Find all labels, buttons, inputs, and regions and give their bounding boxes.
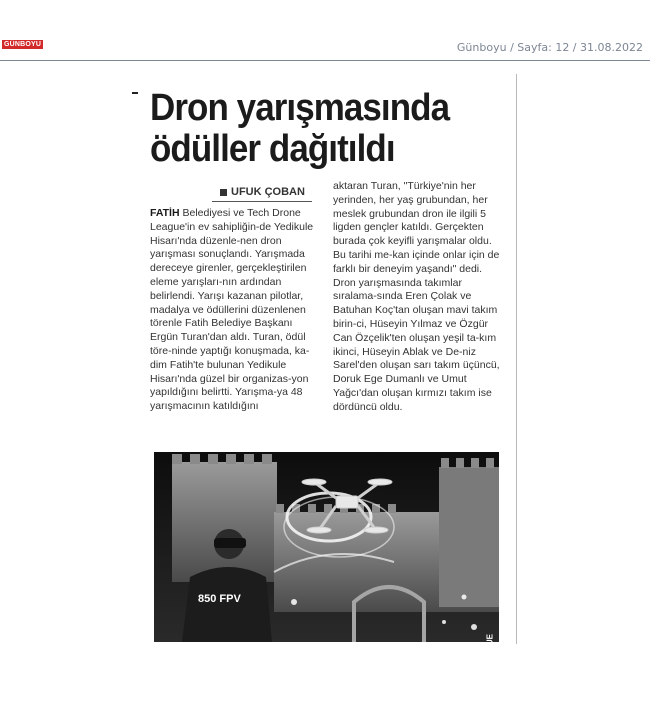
headline [150, 88, 481, 170]
article-column-1 [150, 207, 316, 414]
gunboyu-logo: GÜNBOYU [4, 41, 42, 48]
byline-square-icon [220, 189, 227, 196]
byline-underline [212, 201, 312, 202]
author-name: UFUK ÇOBAN [231, 186, 305, 198]
left-tower [172, 454, 277, 582]
column-2-text: aktaran Turan, "Türkiye'nin her yerinden, her yaş grubundan, her meslek grubundan dron ile ilgili 5 ligden gençler katıldı. Gerçekten burada çok keyifli yarışmalar oldu. Bu tarihi me-kan içinde onlar için de farklı bir deneyim yaşandı" dedi. Dron yarışmasında takımlar sıralama-sında Eren Çolak ve Batuhan Koç'tan oluşan mavi takım birin-ci, Hüseyin Yılmaz ve Özgür Can Özçelik'ten oluşan yeşil ta-kım ikinci, Hüseyin Ablak ve De-niz Sarel'den oluşan sarı takım üçüncü, Doruk Ege Dumanlı ve Umut Yağcı'dan oluşan kırmızı takım ise dördüncü oldu. [333, 180, 500, 413]
drone-race-photo [154, 452, 499, 642]
headline-line-2: ödüller dağıtıldı [150, 128, 395, 170]
column-1-text: Belediyesi ve Tech Drone League'in ev sahipliğin-de Yedikule Hisarı'nda düzenle-nen dron yarışması sonuçlandı. Yarışmada dereceye girenler, gerçekleştirilen eleme yarışları-nın ardından belirlendi. Yarışı kazanan pilotlar, madalya ve ödüllerini düzenlenen törenle Fatih Belediye Başkanı Ergün Turan'dan aldı. Turan, ödül töre-ninde yaptığı konuşmada, ka-dim Fatih'te bulunan Yedikule Hisarı'nda güzel bir organizas-yon yapıldığını belirtti. Yarışma-ya 48 yarışmacının katıldığını [150, 207, 314, 413]
author-byline [220, 186, 312, 198]
header-divider [0, 60, 650, 61]
right-tower [439, 458, 499, 607]
column-marker [132, 92, 138, 94]
page-header [0, 0, 650, 62]
news-clipping [132, 74, 518, 722]
pilot-shirt-text: 850 FPV [198, 593, 241, 605]
lead-word: FATİH [150, 207, 180, 219]
headline-line-1: Dron yarışmasında [150, 87, 450, 129]
publication-meta: Günboyu / Sayfa: 12 / 31.08.2022 [456, 41, 643, 54]
article-photo [154, 452, 499, 722]
article-column-2 [333, 180, 505, 415]
clip-edge-line [516, 74, 517, 644]
photo-credit: TECH DRONE LEAGUE [485, 634, 494, 722]
